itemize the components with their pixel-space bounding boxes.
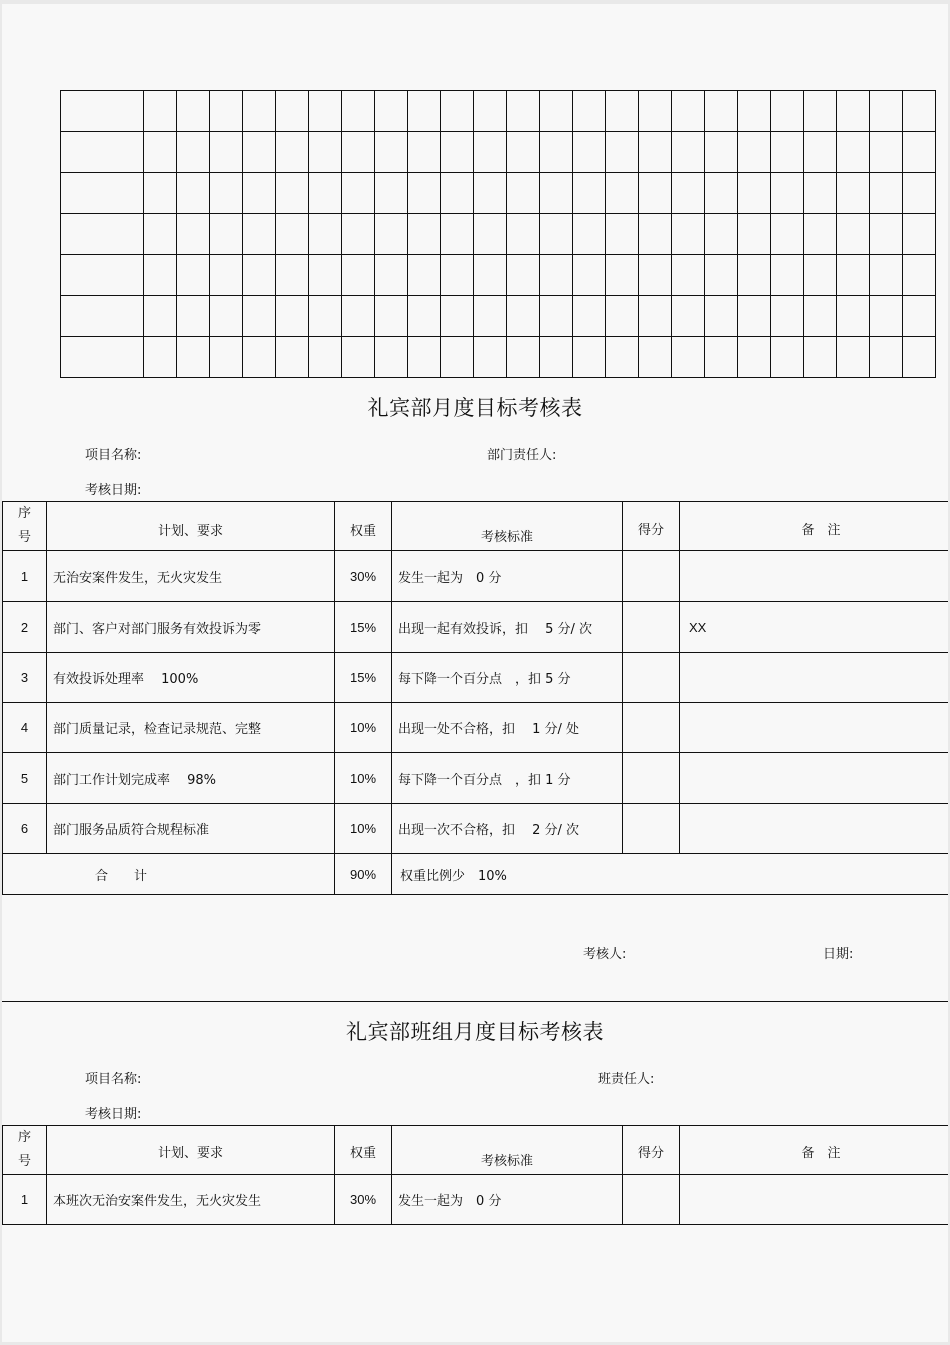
grid-cell bbox=[177, 132, 210, 173]
grid-cell bbox=[61, 91, 144, 132]
reviewer-label: 考核人: bbox=[583, 947, 627, 962]
grid-cell bbox=[342, 255, 375, 296]
header-plan: 计划、要求 bbox=[47, 1126, 335, 1175]
header-plan: 计划、要求 bbox=[47, 502, 335, 551]
grid-cell bbox=[903, 132, 936, 173]
grid-cell bbox=[177, 91, 210, 132]
row-number: 3 bbox=[3, 653, 47, 703]
grid-cell bbox=[705, 91, 738, 132]
grid-cell bbox=[309, 214, 342, 255]
grid-cell bbox=[177, 214, 210, 255]
grid-cell bbox=[573, 214, 606, 255]
grid-cell bbox=[243, 296, 276, 337]
grid-cell bbox=[672, 132, 705, 173]
grid-cell bbox=[903, 173, 936, 214]
header-no: 序 号 bbox=[3, 502, 47, 551]
remark-cell[interactable] bbox=[680, 551, 949, 602]
grid-cell bbox=[672, 91, 705, 132]
grid-cell bbox=[804, 337, 837, 378]
grid-cell bbox=[144, 173, 177, 214]
plan-cell: 部门工作计划完成率 98% bbox=[47, 753, 335, 804]
grid-cell bbox=[342, 91, 375, 132]
grid-cell bbox=[771, 173, 804, 214]
score-cell[interactable] bbox=[623, 602, 680, 653]
grid-cell bbox=[573, 296, 606, 337]
standard-cell: 发生一起为 0 分 bbox=[392, 551, 623, 602]
remark-cell[interactable] bbox=[680, 1175, 949, 1225]
table-row bbox=[3, 703, 949, 753]
remark-cell[interactable] bbox=[680, 653, 949, 703]
grid-cell bbox=[870, 173, 903, 214]
grid-cell bbox=[309, 337, 342, 378]
grid-cell bbox=[243, 132, 276, 173]
grid-cell bbox=[771, 255, 804, 296]
table1 bbox=[2, 501, 948, 895]
remark-cell[interactable] bbox=[680, 703, 949, 753]
grid-cell bbox=[540, 296, 573, 337]
grid-cell bbox=[309, 132, 342, 173]
grid-cell bbox=[606, 214, 639, 255]
grid-cell bbox=[177, 296, 210, 337]
empty-grid-table bbox=[60, 90, 936, 378]
grid-cell bbox=[705, 296, 738, 337]
standard-cell: 出现一处不合格，扣 1 分/ 处 bbox=[392, 703, 623, 753]
grid-cell bbox=[573, 337, 606, 378]
grid-cell bbox=[804, 132, 837, 173]
grid-cell bbox=[144, 132, 177, 173]
table2-header-row bbox=[3, 1126, 949, 1175]
document-page bbox=[2, 4, 948, 1342]
grid-cell bbox=[540, 173, 573, 214]
grid-cell bbox=[804, 91, 837, 132]
header-remark: 备 注 bbox=[680, 1126, 949, 1175]
grid-row bbox=[61, 337, 936, 378]
grid-cell bbox=[540, 91, 573, 132]
grid-cell bbox=[375, 337, 408, 378]
grid-cell bbox=[177, 255, 210, 296]
table-row bbox=[3, 804, 949, 854]
score-cell[interactable] bbox=[623, 804, 680, 854]
table1-header-row bbox=[3, 502, 949, 551]
header-standard: 考核标准 bbox=[392, 502, 623, 551]
grid-cell bbox=[144, 91, 177, 132]
table2-team-head-label: 班责任人: bbox=[598, 1072, 655, 1087]
grid-cell bbox=[342, 132, 375, 173]
grid-cell bbox=[441, 214, 474, 255]
grid-cell bbox=[276, 214, 309, 255]
grid-cell bbox=[837, 214, 870, 255]
grid-cell bbox=[375, 214, 408, 255]
grid-cell bbox=[573, 91, 606, 132]
header-weight: 权重 bbox=[335, 1126, 392, 1175]
score-cell[interactable] bbox=[623, 1175, 680, 1225]
grid-cell bbox=[210, 296, 243, 337]
grid-cell bbox=[606, 91, 639, 132]
grid-cell bbox=[903, 91, 936, 132]
grid-cell bbox=[61, 296, 144, 337]
grid-cell bbox=[507, 214, 540, 255]
grid-cell bbox=[738, 91, 771, 132]
grid-cell bbox=[276, 296, 309, 337]
grid-cell bbox=[573, 255, 606, 296]
grid-cell bbox=[507, 173, 540, 214]
table-row bbox=[3, 602, 949, 653]
grid-cell bbox=[738, 132, 771, 173]
grid-cell bbox=[639, 337, 672, 378]
grid-cell bbox=[61, 337, 144, 378]
total-weight: 90% bbox=[335, 854, 392, 895]
grid-cell bbox=[441, 296, 474, 337]
grid-cell bbox=[61, 173, 144, 214]
grid-row bbox=[61, 132, 936, 173]
grid-cell bbox=[144, 255, 177, 296]
grid-cell bbox=[639, 296, 672, 337]
plan-cell: 无治安案件发生，无火灾发生 bbox=[47, 551, 335, 602]
grid-cell bbox=[243, 91, 276, 132]
weight-cell: 10% bbox=[335, 703, 392, 753]
grid-cell bbox=[540, 214, 573, 255]
grid-cell bbox=[705, 255, 738, 296]
grid-cell bbox=[243, 337, 276, 378]
grid-cell bbox=[639, 91, 672, 132]
grid-cell bbox=[837, 91, 870, 132]
remark-cell[interactable]: XX bbox=[680, 602, 949, 653]
grid-cell bbox=[771, 132, 804, 173]
grid-cell bbox=[606, 173, 639, 214]
grid-cell bbox=[210, 91, 243, 132]
grid-row bbox=[61, 214, 936, 255]
weight-cell: 30% bbox=[335, 551, 392, 602]
grid-cell bbox=[474, 173, 507, 214]
remark-cell[interactable] bbox=[680, 804, 949, 854]
plan-cell: 部门、客户对部门服务有效投诉为零 bbox=[47, 602, 335, 653]
grid-cell bbox=[441, 173, 474, 214]
grid-cell bbox=[61, 132, 144, 173]
grid-row bbox=[61, 296, 936, 337]
grid-cell bbox=[705, 173, 738, 214]
grid-cell bbox=[870, 255, 903, 296]
table-row bbox=[3, 551, 949, 602]
grid-cell bbox=[540, 132, 573, 173]
grid-cell bbox=[276, 132, 309, 173]
review-date-label: 日期: bbox=[823, 947, 854, 962]
grid-cell bbox=[804, 255, 837, 296]
grid-cell bbox=[309, 91, 342, 132]
grid-cell bbox=[705, 132, 738, 173]
grid-cell bbox=[705, 214, 738, 255]
score-cell[interactable] bbox=[623, 703, 680, 753]
grid-cell bbox=[837, 337, 870, 378]
grid-cell bbox=[639, 214, 672, 255]
row-number: 4 bbox=[3, 703, 47, 753]
grid-cell bbox=[672, 214, 705, 255]
grid-cell bbox=[210, 214, 243, 255]
grid-cell bbox=[672, 173, 705, 214]
grid-row bbox=[61, 173, 936, 214]
grid-cell bbox=[309, 173, 342, 214]
grid-cell bbox=[672, 255, 705, 296]
table2-date-label: 考核日期: bbox=[85, 1107, 142, 1122]
grid-cell bbox=[771, 214, 804, 255]
score-cell[interactable] bbox=[623, 551, 680, 602]
grid-cell bbox=[738, 337, 771, 378]
grid-cell bbox=[507, 337, 540, 378]
grid-cell bbox=[474, 214, 507, 255]
table2-project-label: 项目名称: bbox=[85, 1072, 142, 1087]
table1-dept-head-label: 部门责任人: bbox=[487, 448, 557, 463]
table-row bbox=[3, 753, 949, 804]
grid-cell bbox=[639, 173, 672, 214]
row-number: 1 bbox=[3, 1175, 47, 1225]
grid-cell bbox=[474, 255, 507, 296]
grid-cell bbox=[441, 91, 474, 132]
score-cell[interactable] bbox=[623, 753, 680, 804]
grid-cell bbox=[342, 337, 375, 378]
table1-project-label: 项目名称: bbox=[85, 448, 142, 463]
grid-cell bbox=[375, 296, 408, 337]
table1-total-row bbox=[3, 854, 949, 895]
grid-cell bbox=[408, 132, 441, 173]
grid-cell bbox=[375, 91, 408, 132]
grid-cell bbox=[408, 255, 441, 296]
grid-cell bbox=[870, 132, 903, 173]
grid-cell bbox=[408, 91, 441, 132]
grid-cell bbox=[738, 296, 771, 337]
grid-cell bbox=[441, 132, 474, 173]
grid-cell bbox=[441, 337, 474, 378]
grid-cell bbox=[738, 255, 771, 296]
table1-title: 礼宾部月度目标考核表 bbox=[367, 396, 583, 420]
grid-cell bbox=[375, 173, 408, 214]
grid-cell bbox=[870, 214, 903, 255]
grid-cell bbox=[870, 296, 903, 337]
standard-cell: 发生一起为 0 分 bbox=[392, 1175, 623, 1225]
grid-cell bbox=[771, 296, 804, 337]
table-row bbox=[3, 653, 949, 703]
grid-cell bbox=[639, 132, 672, 173]
standard-cell: 每下降一个百分点 ，扣 1 分 bbox=[392, 753, 623, 804]
grid-cell bbox=[903, 337, 936, 378]
table-row bbox=[3, 1175, 949, 1225]
grid-cell bbox=[210, 255, 243, 296]
grid-cell bbox=[573, 173, 606, 214]
grid-cell bbox=[276, 91, 309, 132]
grid-cell bbox=[606, 132, 639, 173]
total-label: 合 计 bbox=[3, 854, 335, 895]
grid-cell bbox=[837, 132, 870, 173]
grid-cell bbox=[672, 296, 705, 337]
grid-cell bbox=[210, 337, 243, 378]
score-cell[interactable] bbox=[623, 653, 680, 703]
weight-cell: 10% bbox=[335, 804, 392, 854]
section-divider bbox=[2, 1001, 948, 1002]
grid-cell bbox=[309, 296, 342, 337]
grid-cell bbox=[210, 173, 243, 214]
grid-cell bbox=[771, 337, 804, 378]
grid-cell bbox=[870, 91, 903, 132]
grid-cell bbox=[507, 132, 540, 173]
grid-cell bbox=[837, 296, 870, 337]
grid-cell bbox=[243, 173, 276, 214]
plan-cell: 有效投诉处理率 100% bbox=[47, 653, 335, 703]
table2 bbox=[2, 1125, 948, 1225]
table1-date-label: 考核日期: bbox=[85, 483, 142, 498]
grid-cell bbox=[474, 337, 507, 378]
grid-cell bbox=[408, 173, 441, 214]
grid-cell bbox=[804, 214, 837, 255]
grid-cell bbox=[573, 132, 606, 173]
grid-cell bbox=[276, 255, 309, 296]
grid-cell bbox=[177, 173, 210, 214]
remark-cell[interactable] bbox=[680, 753, 949, 804]
grid-cell bbox=[672, 337, 705, 378]
grid-cell bbox=[474, 132, 507, 173]
weight-cell: 10% bbox=[335, 753, 392, 804]
grid-cell bbox=[342, 214, 375, 255]
header-remark: 备 注 bbox=[680, 502, 949, 551]
grid-cell bbox=[342, 173, 375, 214]
grid-cell bbox=[804, 296, 837, 337]
grid-cell bbox=[903, 296, 936, 337]
total-note: 权重比例少 10% bbox=[392, 854, 949, 895]
grid-cell bbox=[507, 296, 540, 337]
standard-cell: 每下降一个百分点 ，扣 5 分 bbox=[392, 653, 623, 703]
grid-cell bbox=[540, 337, 573, 378]
grid-cell bbox=[61, 255, 144, 296]
grid-row bbox=[61, 91, 936, 132]
grid-cell bbox=[243, 255, 276, 296]
header-standard: 考核标准 bbox=[392, 1126, 623, 1175]
grid-cell bbox=[441, 255, 474, 296]
grid-cell bbox=[804, 173, 837, 214]
grid-cell bbox=[408, 337, 441, 378]
weight-cell: 15% bbox=[335, 653, 392, 703]
grid-cell bbox=[177, 337, 210, 378]
row-number: 2 bbox=[3, 602, 47, 653]
grid-cell bbox=[375, 255, 408, 296]
grid-cell bbox=[606, 337, 639, 378]
grid-cell bbox=[474, 91, 507, 132]
grid-cell bbox=[375, 132, 408, 173]
row-number: 6 bbox=[3, 804, 47, 854]
grid-cell bbox=[705, 337, 738, 378]
grid-cell bbox=[837, 173, 870, 214]
plan-cell: 部门质量记录，检查记录规范、完整 bbox=[47, 703, 335, 753]
grid-cell bbox=[606, 296, 639, 337]
grid-cell bbox=[276, 337, 309, 378]
grid-cell bbox=[507, 91, 540, 132]
grid-cell bbox=[474, 296, 507, 337]
grid-cell bbox=[309, 255, 342, 296]
grid-cell bbox=[903, 255, 936, 296]
header-score: 得分 bbox=[623, 1126, 680, 1175]
grid-cell bbox=[870, 337, 903, 378]
grid-row bbox=[61, 255, 936, 296]
table2-title: 礼宾部班组月度目标考核表 bbox=[346, 1020, 604, 1044]
grid-cell bbox=[738, 214, 771, 255]
standard-cell: 出现一次不合格，扣 2 分/ 次 bbox=[392, 804, 623, 854]
grid-cell bbox=[408, 214, 441, 255]
grid-cell bbox=[342, 296, 375, 337]
grid-cell bbox=[243, 214, 276, 255]
weight-cell: 30% bbox=[335, 1175, 392, 1225]
grid-cell bbox=[540, 255, 573, 296]
grid-cell bbox=[144, 296, 177, 337]
grid-cell bbox=[771, 91, 804, 132]
grid-cell bbox=[606, 255, 639, 296]
grid-cell bbox=[144, 214, 177, 255]
grid-cell bbox=[144, 337, 177, 378]
plan-cell: 部门服务品质符合规程标准 bbox=[47, 804, 335, 854]
header-no: 序 号 bbox=[3, 1126, 47, 1175]
grid-cell bbox=[738, 173, 771, 214]
grid-cell bbox=[276, 173, 309, 214]
grid-cell bbox=[408, 296, 441, 337]
grid-cell bbox=[210, 132, 243, 173]
row-number: 1 bbox=[3, 551, 47, 602]
standard-cell: 出现一起有效投诉，扣 5 分/ 次 bbox=[392, 602, 623, 653]
header-weight: 权重 bbox=[335, 502, 392, 551]
grid-cell bbox=[837, 255, 870, 296]
grid-cell bbox=[903, 214, 936, 255]
grid-cell bbox=[507, 255, 540, 296]
plan-cell: 本班次无治安案件发生，无火灾发生 bbox=[47, 1175, 335, 1225]
header-score: 得分 bbox=[623, 502, 680, 551]
grid-cell bbox=[61, 214, 144, 255]
weight-cell: 15% bbox=[335, 602, 392, 653]
grid-cell bbox=[639, 255, 672, 296]
row-number: 5 bbox=[3, 753, 47, 804]
